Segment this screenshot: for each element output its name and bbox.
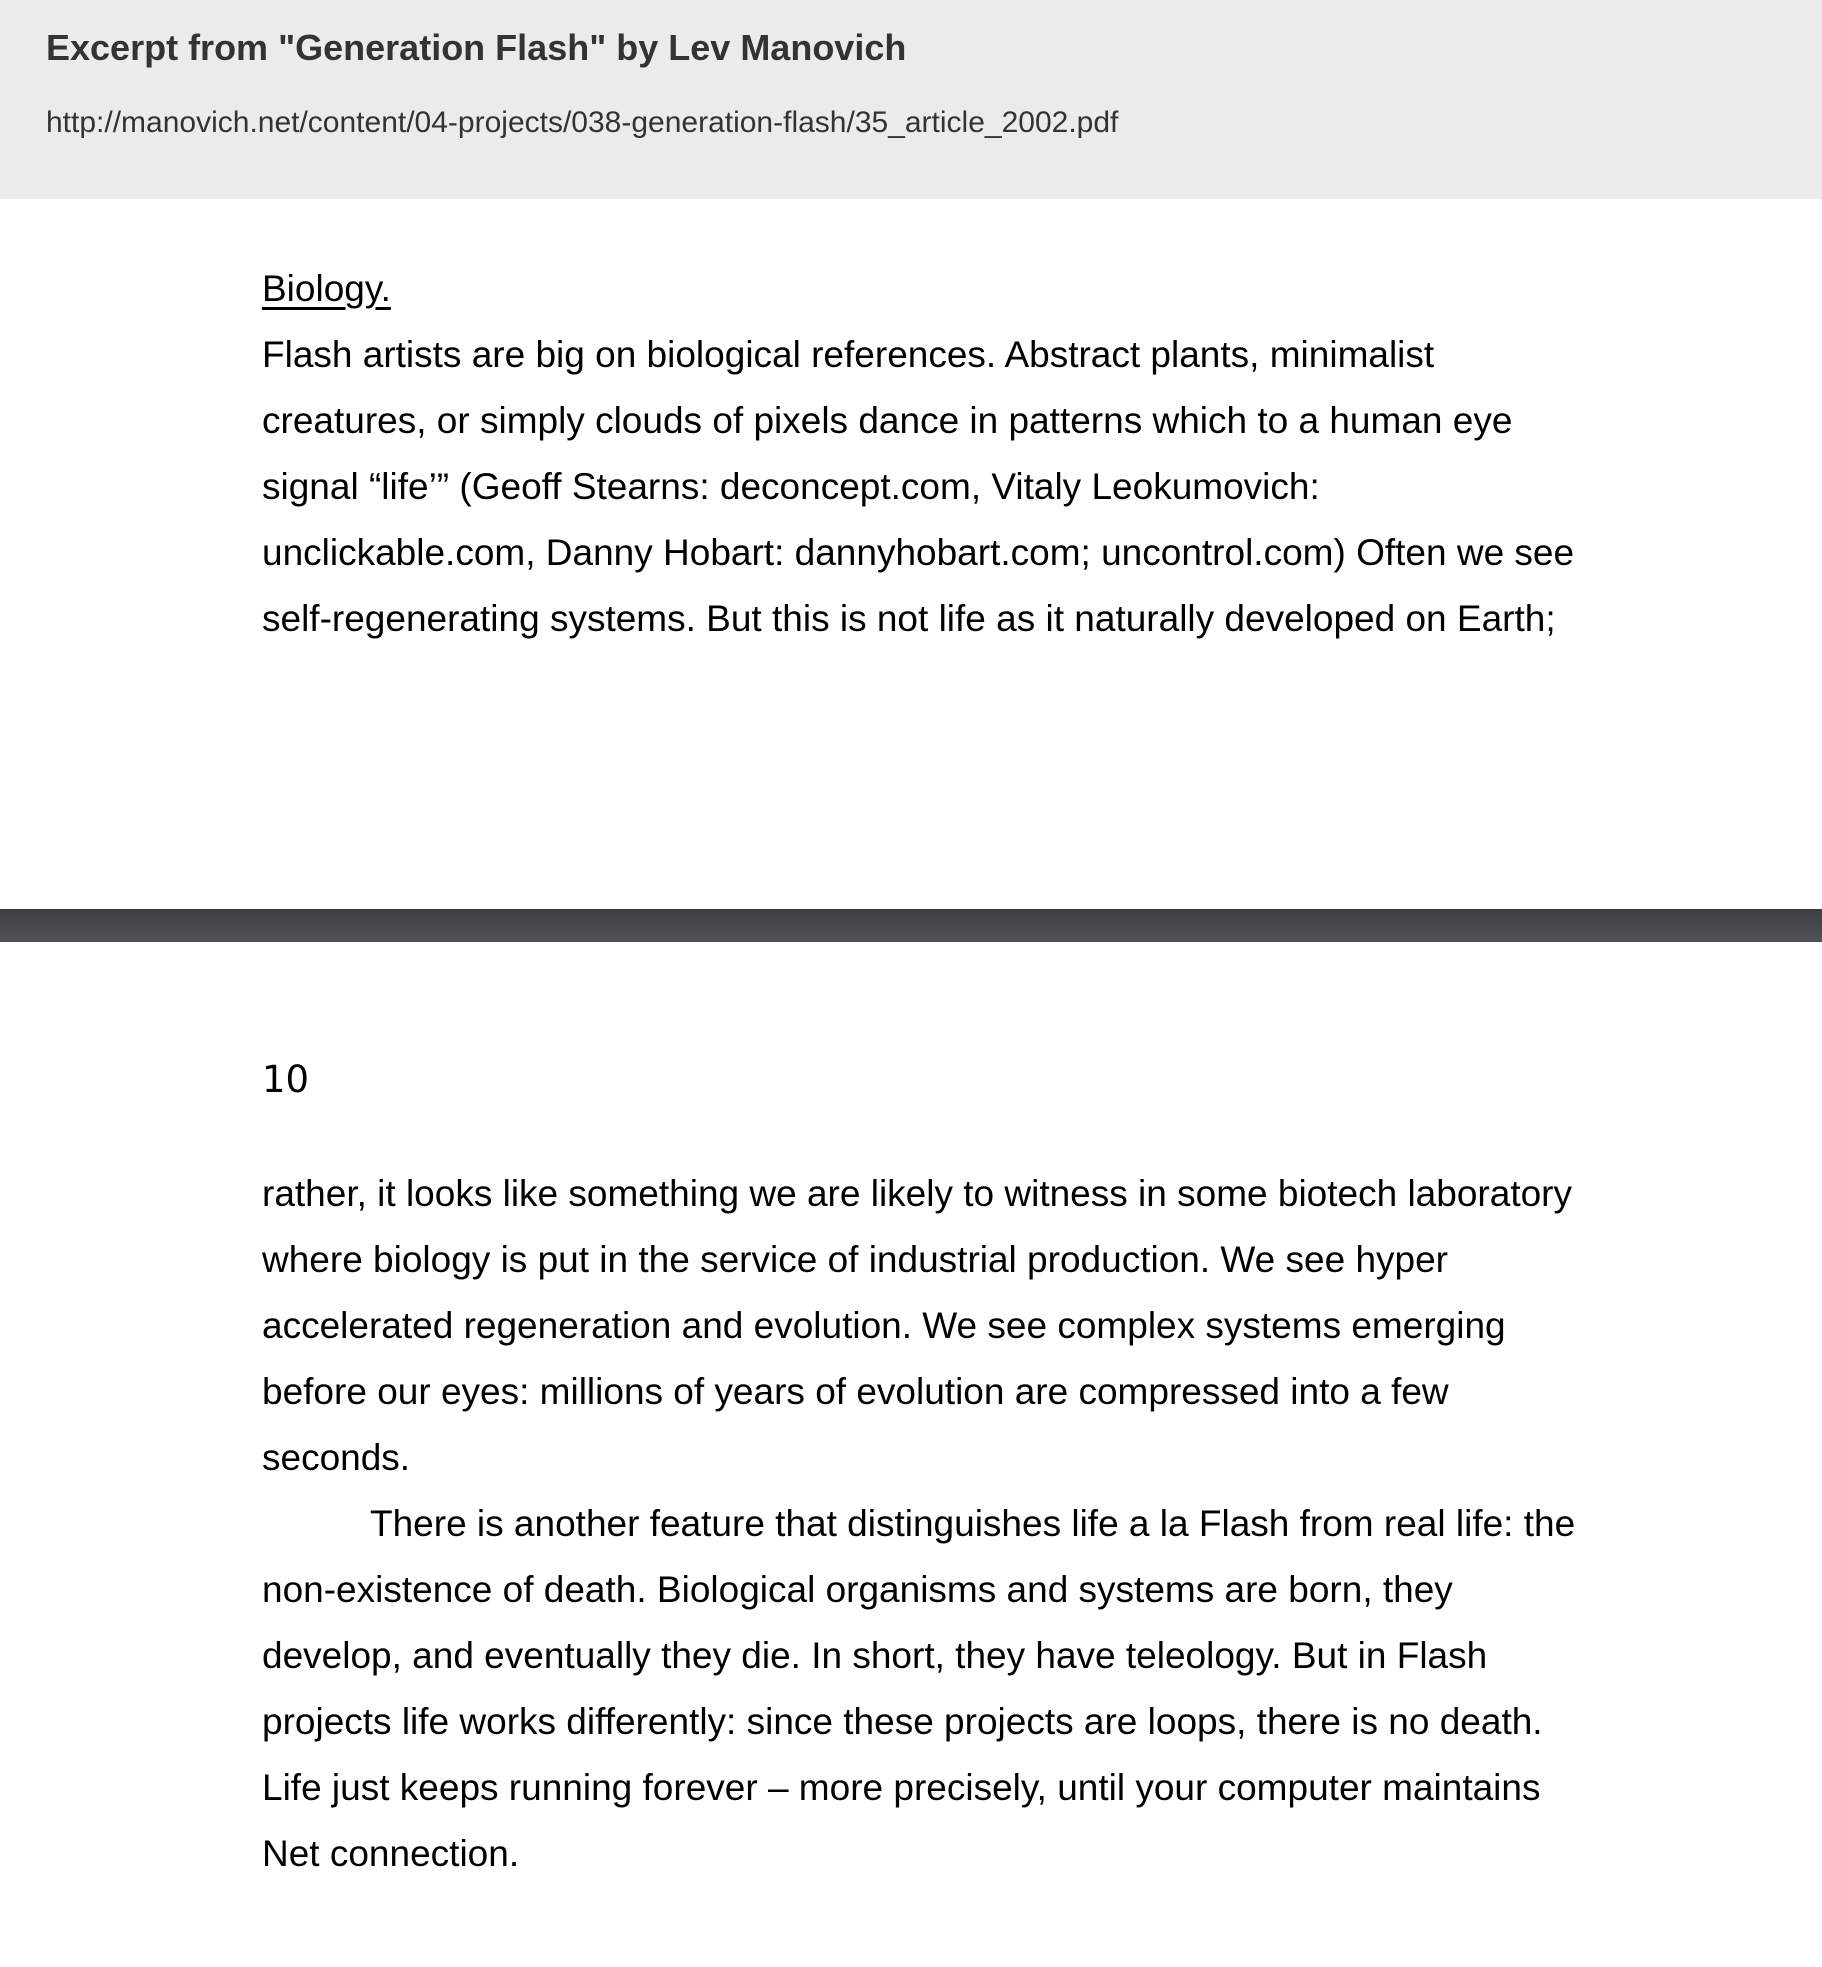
paragraph-line: creatures, or simply clouds of pixels dance in patterns which to a human eye	[262, 400, 1513, 441]
page-bottom-text	[262, 1161, 1582, 1887]
section-heading: Biology.	[262, 268, 391, 309]
paragraph-line: self-regenerating systems. But this is not life as it naturally developed on Earth;	[262, 598, 1556, 639]
paragraph-line: Net connection.	[262, 1833, 520, 1874]
paragraph-line: rather, it looks like something we are likely to witness in some biotech laboratory	[262, 1173, 1572, 1214]
paragraph-line: before our eyes: millions of years of evolution are compressed into a few	[262, 1371, 1449, 1412]
paragraph-line: non-existence of death. Biological organisms and systems are born, they	[262, 1569, 1453, 1610]
paragraph-line: Flash artists are big on biological references. Abstract plants, minimalist	[262, 334, 1435, 375]
paragraph-line: seconds.	[262, 1437, 411, 1478]
page-top-text	[262, 256, 1582, 652]
paragraph-line: unclickable.com, Danny Hobart: dannyhobart.com; uncontrol.com) Often we see	[262, 532, 1575, 573]
paragraph-line: Life just keeps running forever – more precisely, until your computer maintains	[262, 1767, 1541, 1808]
document-header	[0, 0, 1822, 199]
paragraph-line: where biology is put in the service of industrial production. We see hyper	[262, 1239, 1449, 1280]
page-divider	[0, 909, 1822, 942]
document-title: Excerpt from "Generation Flash" by Lev Manovich	[46, 27, 907, 68]
page-number: 10	[262, 1058, 310, 1101]
paragraph-line: There is another feature that distinguishes life a la Flash from real life: the	[370, 1503, 1576, 1544]
paragraph-line: signal “life’” (Geoff Stearns: deconcept.com, Vitaly Leokumovich:	[262, 466, 1320, 507]
paragraph-line: accelerated regeneration and evolution. We see complex systems emerging	[262, 1305, 1506, 1346]
document-url[interactable]: http://manovich.net/content/04-projects/038-generation-flash/35_article_2002.pdf	[46, 106, 1119, 139]
paragraph-line: develop, and eventually they die. In short, they have teleology. But in Flash	[262, 1635, 1488, 1676]
paragraph-line: projects life works differently: since these projects are loops, there is no death.	[262, 1701, 1543, 1742]
